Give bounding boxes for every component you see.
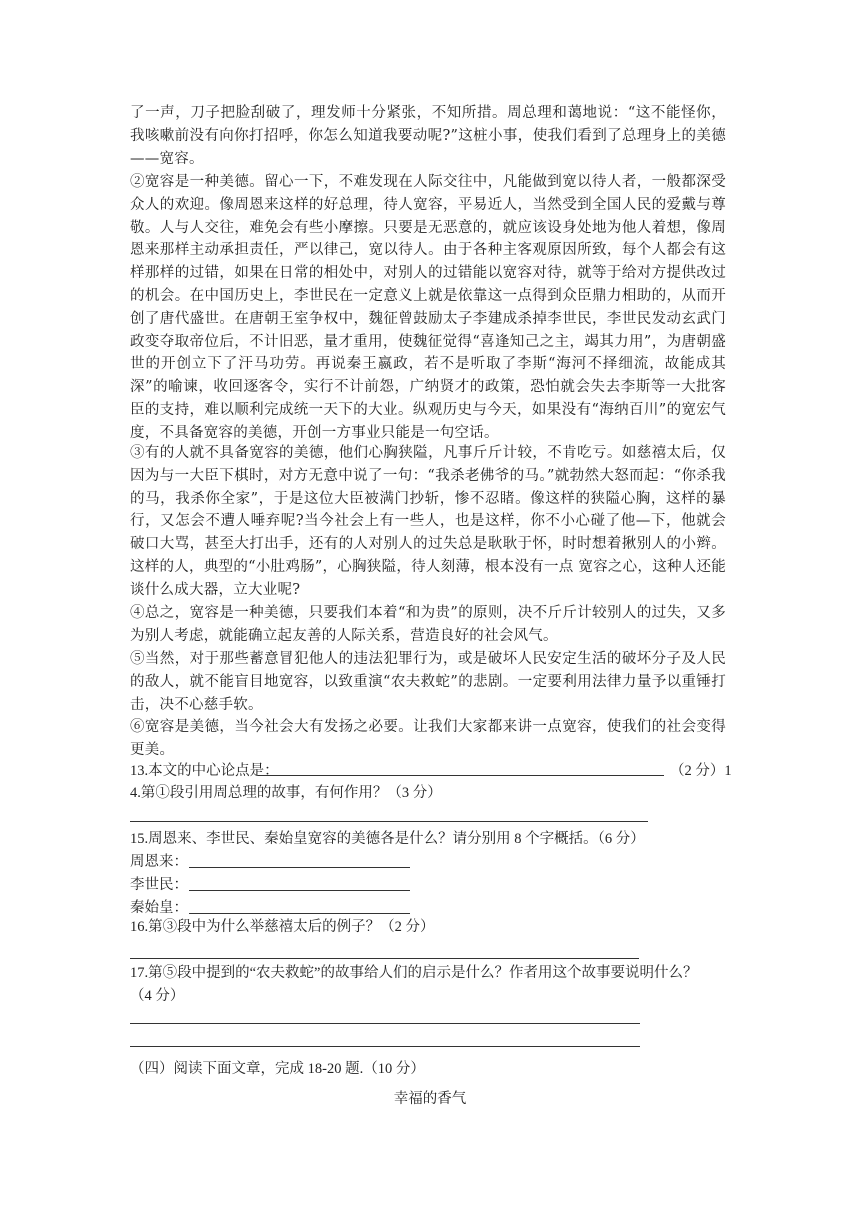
question-15-li-label: 李世民： — [130, 877, 188, 893]
paragraph-4: ④总之，宽容是一种美德，只要我们本着“和为贵”的原则，决不斤斤计较别人的过失，又多为别人考虑，就能确立起友善的人际关系，营造良好的社会风气。 — [130, 605, 726, 644]
question-17-label-line1: 17.第⑤段中提到的“农夫救蛇”的故事给人们的启示是什么？作者用这个故事要说明什么？ — [130, 965, 698, 981]
question-13-score: （2 分）1 — [670, 763, 732, 779]
answer-line-16[interactable] — [130, 958, 639, 959]
next-article-title: 幸福的香气 — [393, 1091, 467, 1107]
section-4-heading: （四）阅读下面文章，完成 18-20 题.（10 分） — [130, 1061, 425, 1077]
question-15-zhou-label: 周恩来： — [130, 854, 188, 870]
answer-line-15-qin[interactable] — [189, 913, 410, 914]
answer-line-17-b[interactable] — [130, 1046, 640, 1047]
question-16-label: 16.第③段中为什么举慈禧太后的例子？（2 分） — [130, 919, 435, 935]
question-15-label: 15.周恩来、李世民、秦始皇宽容的美德各是什么？请分别用 8 个字概括。（6 分） — [130, 831, 645, 847]
paragraph-1-tail: 了一声，刀子把脸刮破了，理发师十分紧张，不知所措。周总理和蔼地说：“这不能怪你，我咳嗽前没有向你打招呼，你怎么知道我要动呢?”这桩小事，使我们看到了总理身上的美德——宽容。 — [130, 105, 726, 167]
question-13-label: 13.本文的中心论点是： — [130, 763, 279, 779]
answer-line-15-li[interactable] — [189, 890, 410, 891]
question-14-label: 4.第①段引用周总理的故事，有何作用？（3 分） — [130, 785, 442, 801]
answer-line-13[interactable] — [258, 775, 664, 776]
answer-line-14[interactable] — [130, 821, 648, 822]
paragraph-6: ⑥宽容是美德，当今社会大有发扬之必要。让我们大家都来讲一点宽容，使我们的社会变得更美。 — [130, 719, 726, 758]
paragraph-5: ⑤当然，对于那些蓄意冒犯他人的违法犯罪行为，或是破坏人民安定生活的破坏分子及人民的敌人，就不能盲目地宽容，以致重演“农夫救蛇”的悲剧。一定要利用法律力量予以重锤打击，决不心慈手软。 — [130, 651, 726, 713]
answer-line-17-a[interactable] — [130, 1023, 640, 1024]
paragraph-3: ③有的人就不具备宽容的美德，他们心胸狭隘，凡事斤斤计较，不肯吃亏。如慈禧太后，仅因为与一大臣下棋时，对方无意中说了一句：“我杀老佛爷的马。”就勃然大怒而起：“你杀我的马，我杀你全家”，于是这位大臣被满门抄斩，惨不忍睹。像这样的狭隘心胸，这样的暴行，又怎会不遭人唾弃呢?当今社会上有一些人，也是这样，你不小心碰了他—下，他就会破口大骂，甚至大打出手，还有的人对别人的过失总是耿耿于怀，时时想着揪别人的小辫。这样的人，典型的“小肚鸡肠”，心胸狭隘，待人刻薄，根本没有一点 宽容之心，这种人还能谈什么成大器，立大业呢? — [130, 445, 726, 598]
answer-line-15-zhou[interactable] — [189, 867, 410, 868]
question-17-label-line2: （4 分） — [130, 988, 185, 1004]
question-15-qin-label: 秦始皇： — [130, 900, 188, 916]
paragraph-2: ②宽容是一种美德。留心一下，不难发现在人际交往中，凡能做到宽以待人者，一般都深受众人的欢迎。像周恩来这样的好总理，待人宽容，平易近人，当然受到全国人民的爱戴与尊敬。人与人交往，难免会有些小摩擦。只要是无恶意的，就应该设身处地为他人着想，像周恩来那样主动承担责任，严以律己，宽以待人。由于各种主客观原因所致，每个人都会有这样那样的过错，如果在日常的相处中，对别人的过错能以宽容对待，就等于给对方提供改过的机会。在中国历史上，李世民在一定意义上就是依靠这一点得到众臣鼎力相助的，从而开创了唐代盛世。在唐朝王室争权中，魏征曾鼓励太子李建成杀掉李世民，李世民发动玄武门政变夺取帝位后，不计旧恶，量才重用，使魏征觉得“喜逢知己之主，竭其力用”，为唐朝盛世的开创立下了汗马功劳。再说秦王嬴政，若不是听取了李斯“海河不择细流，故能成其深”的喻谏，收回逐客令，实行不计前怨，广纳贤才的政策，恐怕就会失去李斯等一大批客臣的支持，难以顺利完成统一天下的大业。纵观历史与今天，如果没有“海纳百川”的宽宏气度，不具备宽容的美德，开创一方事业只能是一句空话。 — [130, 174, 726, 441]
